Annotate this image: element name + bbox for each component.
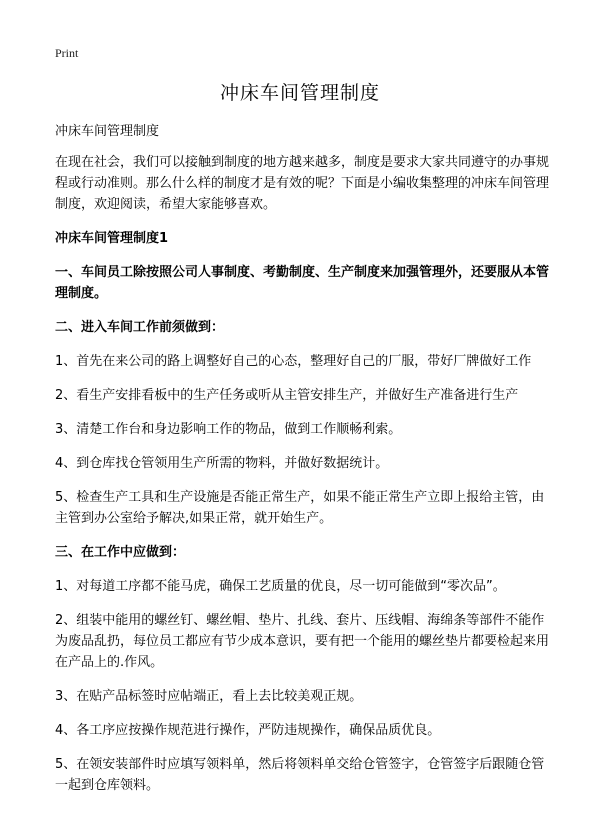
list-item-two-4: 4、到仓库找仓管领用生产所需的物料，并做好数据统计。 [55, 456, 389, 471]
list-item-three-1: 1、对每道工序都不能马虎，确保工艺质量的优良，尽一切可能做到“零次品”。 [55, 579, 506, 594]
list-item-three-2: 2、组装中能用的螺丝钉、螺丝帽、垫片、扎线、套片、压线帽、海绵条等部件不能作为废品乱扔，每位员工都应有节少成本意识，要有把一个能用的螺丝垫片都要检起来用在产品上的.作风。 [55, 613, 550, 670]
list-item-two-3: 3、清楚工作台和身边影响工作的物品，做到工作顺畅利索。 [55, 422, 402, 437]
print-label: Print [55, 46, 79, 60]
heading-three: 三、在工作中应做到： [55, 545, 186, 560]
document-body [55, 121, 555, 809]
section-title: 冲床车间管理制度1 [55, 231, 169, 246]
heading-two: 二、进入车间工作前须做到： [55, 320, 225, 335]
list-item-two-5: 5、检查生产工具和生产设施是否能正常生产，如果不能正常生产立即上报给主管，由主管到办公室给予解决,如果正常，就开始生产。 [55, 490, 545, 526]
list-item-two-1: 1、首先在来公司的路上调整好自己的心态，整理好自己的厂服，带好厂牌做好工作 [55, 354, 532, 369]
list-item-three-5: 5、在领安装部件时应填写领料单，然后将领料单交给仓管签字，仓管签字后跟随仓管一起到仓库领料。 [55, 757, 545, 793]
list-item-two-2: 2、看生产安排看板中的生产任务或听从主管安排生产，并做好生产准备进行生产 [55, 388, 519, 403]
document-subtitle: 冲床车间管理制度 [55, 124, 160, 139]
list-item-three-4: 4、各工序应按操作规范进行操作，严防违规操作，确保品质优良。 [55, 723, 441, 738]
intro-paragraph: 在现在社会，我们可以接触到制度的地方越来越多，制度是要求大家共同遵守的办事规程或行动准则。那么什么样的制度才是有效的呢？下面是小编收集整理的冲床车间管理制度，欢迎阅读，希望大家能够喜欢。 [55, 155, 550, 212]
list-item-three-3: 3、在贴产品标签时应帖端正，看上去比较美观正规。 [55, 689, 363, 704]
rule-one: 一、车间员工除按照公司人事制度、考勤制度、生产制度来加强管理外，还要服从本管理制度。 [55, 265, 550, 301]
document-title: 冲床车间管理制度 [219, 82, 380, 104]
